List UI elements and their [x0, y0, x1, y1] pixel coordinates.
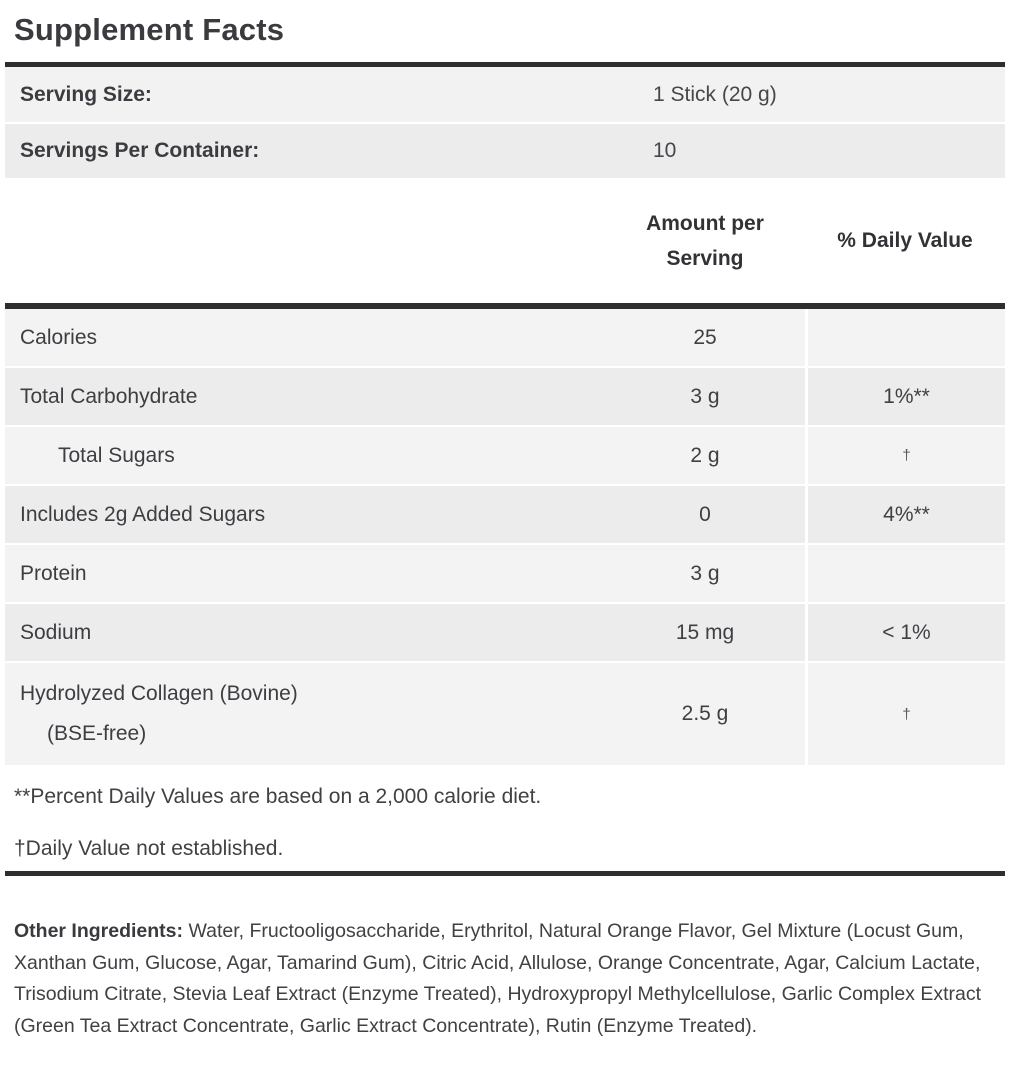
nutrient-name: Total Carbohydrate: [20, 384, 198, 408]
page-title: Supplement Facts: [14, 12, 285, 47]
nutrient-name: Calories: [20, 325, 98, 349]
servings-per-container-value: 10: [653, 139, 677, 162]
nutrition-table: [5, 309, 1005, 765]
table-row-calories: [5, 309, 1005, 368]
footnote-percent-daily-values: **Percent Daily Values are based on a 2,000 calorie diet.: [14, 785, 542, 808]
nutrient-daily-value: [805, 309, 1005, 366]
serving-size-value: 1 Stick (20 g): [653, 82, 777, 106]
nutrient-name-line2: (BSE-free): [47, 722, 147, 745]
nutrient-daily-value: †: [805, 427, 1005, 484]
table-row-added-sugars: [5, 486, 1005, 545]
nutrient-daily-value: < 1%: [805, 604, 1005, 661]
nutrient-daily-value: †: [805, 663, 1005, 765]
other-ingredients-text: Water, Fructooligosaccharide, Erythritol, Natural Orange Flavor, Gel Mixture (Locust Gum, Xanthan Gum, Glucose, Agar, Tamarind Gum), Citric Acid, Allulose, Orange Concentrate, Agar, Calcium Lactate, Trisodium Citrate, Stevia Leaf Extract (Enzyme Treated), Hydroxypropyl Methylcellulose, Garlic Complex Extract (Green Tea Extract Concentrate, Garlic Extract Concentrate), Rutin (Enzyme Treated).: [14, 920, 982, 1037]
serving-info-table: [5, 67, 1005, 178]
nutrient-name: Includes 2g Added Sugars: [20, 502, 266, 526]
nutrient-amount: 3 g: [690, 561, 720, 585]
nutrient-name: Protein: [20, 561, 87, 585]
nutrient-amount: 2.5 g: [681, 702, 729, 725]
nutrient-amount: 2 g: [690, 443, 720, 467]
nutrient-name: Hydrolyzed Collagen (Bovine): [20, 682, 298, 705]
table-header-row: [5, 178, 1005, 303]
nutrient-amount: 25: [693, 325, 717, 349]
other-ingredients-paragraph: [5, 916, 1005, 1042]
nutrient-amount: 0: [699, 502, 711, 526]
serving-size-row: [5, 67, 1005, 124]
servings-per-container-label: Servings Per Container:: [20, 139, 260, 162]
table-row-total-sugars: [5, 427, 1005, 486]
table-row-protein: [5, 545, 1005, 604]
nutrient-daily-value: [805, 545, 1005, 602]
table-row-hydrolyzed-collagen: [5, 663, 1005, 765]
daily-value-header: % Daily Value: [837, 228, 973, 252]
divider-above-ingredients: [5, 871, 1005, 876]
nutrient-name: Sodium: [20, 620, 92, 644]
amount-per-serving-header: Amount per Serving: [646, 211, 764, 270]
nutrient-amount: 3 g: [690, 384, 720, 408]
nutrient-daily-value: 4%**: [805, 486, 1005, 543]
other-ingredients-label: Other Ingredients:: [14, 920, 184, 942]
serving-size-label: Serving Size:: [20, 82, 152, 106]
nutrient-amount: 15 mg: [675, 620, 735, 644]
nutrient-daily-value: 1%**: [805, 368, 1005, 425]
servings-per-container-row: [5, 124, 1005, 178]
nutrient-name: Total Sugars: [58, 443, 175, 467]
table-row-total-carbohydrate: [5, 368, 1005, 427]
footnote-daily-value-not-established: †Daily Value not established.: [14, 837, 284, 860]
table-row-sodium: [5, 604, 1005, 663]
supplement-facts-label: [5, 0, 1005, 1042]
